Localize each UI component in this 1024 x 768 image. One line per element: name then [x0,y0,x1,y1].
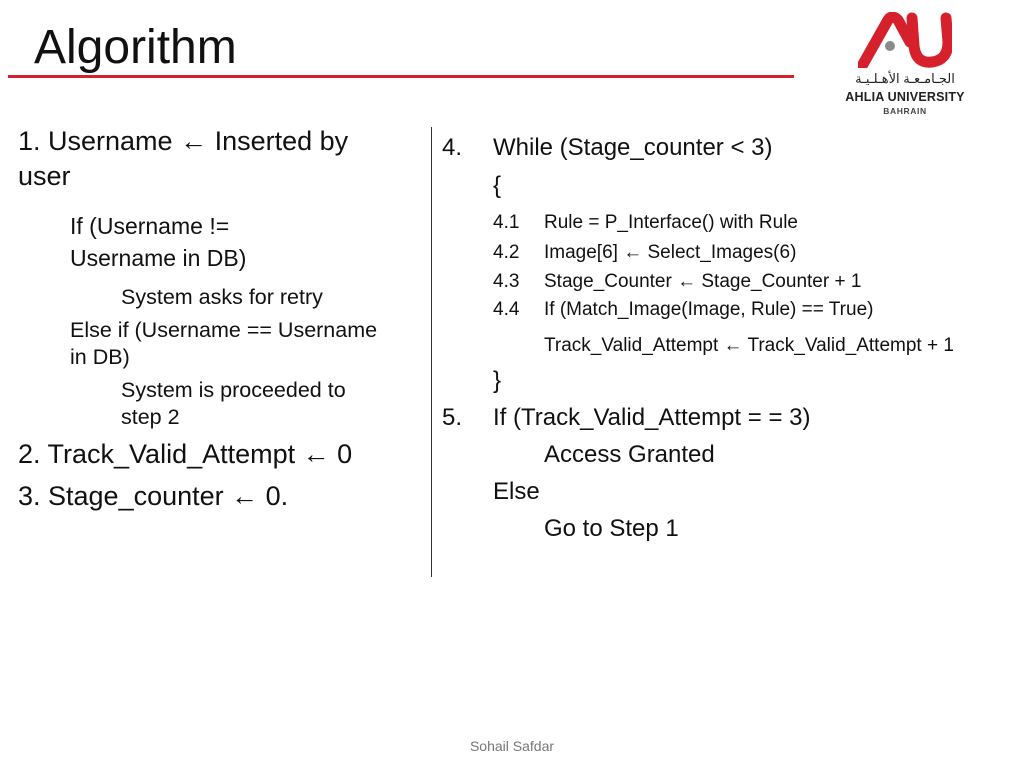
if-line1: If (Username != [70,213,230,239]
else-text: Else [493,478,540,505]
elseif-line2: in DB) [70,345,130,369]
sub-item-number: 4.3 [493,271,520,292]
sub-item-number: 4.2 [493,242,520,263]
step3-text: 3. Stage_counter ← 0. [18,481,289,511]
logo-university-name: AHLIA UNIVERSITY [845,90,965,104]
logo-arabic-name: الجـامـعـة الأهـلـيـة [855,71,955,86]
slide-footer: Sohail Safdar [469,738,555,754]
step4-number: 4. [442,134,463,161]
goto-step-text: Go to Step 1 [544,515,679,542]
title-underline [8,75,794,78]
sub-item-text: If (Match_Image(Image, Rule) == True) [544,299,874,320]
step1-line2: user [18,161,71,191]
logo-country: BAHRAIN [883,106,927,116]
retry-text: System asks for retry [121,285,323,309]
step2-text: 2. Track_Valid_Attempt ← 0 [18,439,353,469]
access-granted-text: Access Granted [544,441,715,468]
elseif-line1: Else if (Username == Username [70,318,378,342]
sub-item-text: Rule = P_Interface() with Rule [544,212,798,233]
proceed-line1: System is proceeded to [121,378,346,402]
logo-mark-icon [858,12,952,68]
step5-number: 5. [442,404,463,431]
column-divider [431,127,432,577]
open-brace: { [493,172,502,199]
sub-item-text: Image[6] ← Select_Images(6) [544,242,797,263]
track-update-text: Track_Valid_Attempt ← Track_Valid_Attempt + 1 [544,335,954,356]
step5-text: If (Track_Valid_Attempt = = 3) [493,404,811,431]
sub-item-number: 4.1 [493,212,520,233]
step1-line1: 1. Username ← Inserted by [18,126,349,156]
step4-text: While (Stage_counter < 3) [493,134,773,161]
sub-item-text: Stage_Counter ← Stage_Counter + 1 [544,271,862,292]
university-logo [840,12,970,116]
close-brace: } [493,367,502,394]
if-line2: Username in DB) [70,245,247,271]
slide-title: Algorithm [34,21,237,74]
sub-item-number: 4.4 [493,299,520,320]
proceed-line2: step 2 [121,405,180,429]
